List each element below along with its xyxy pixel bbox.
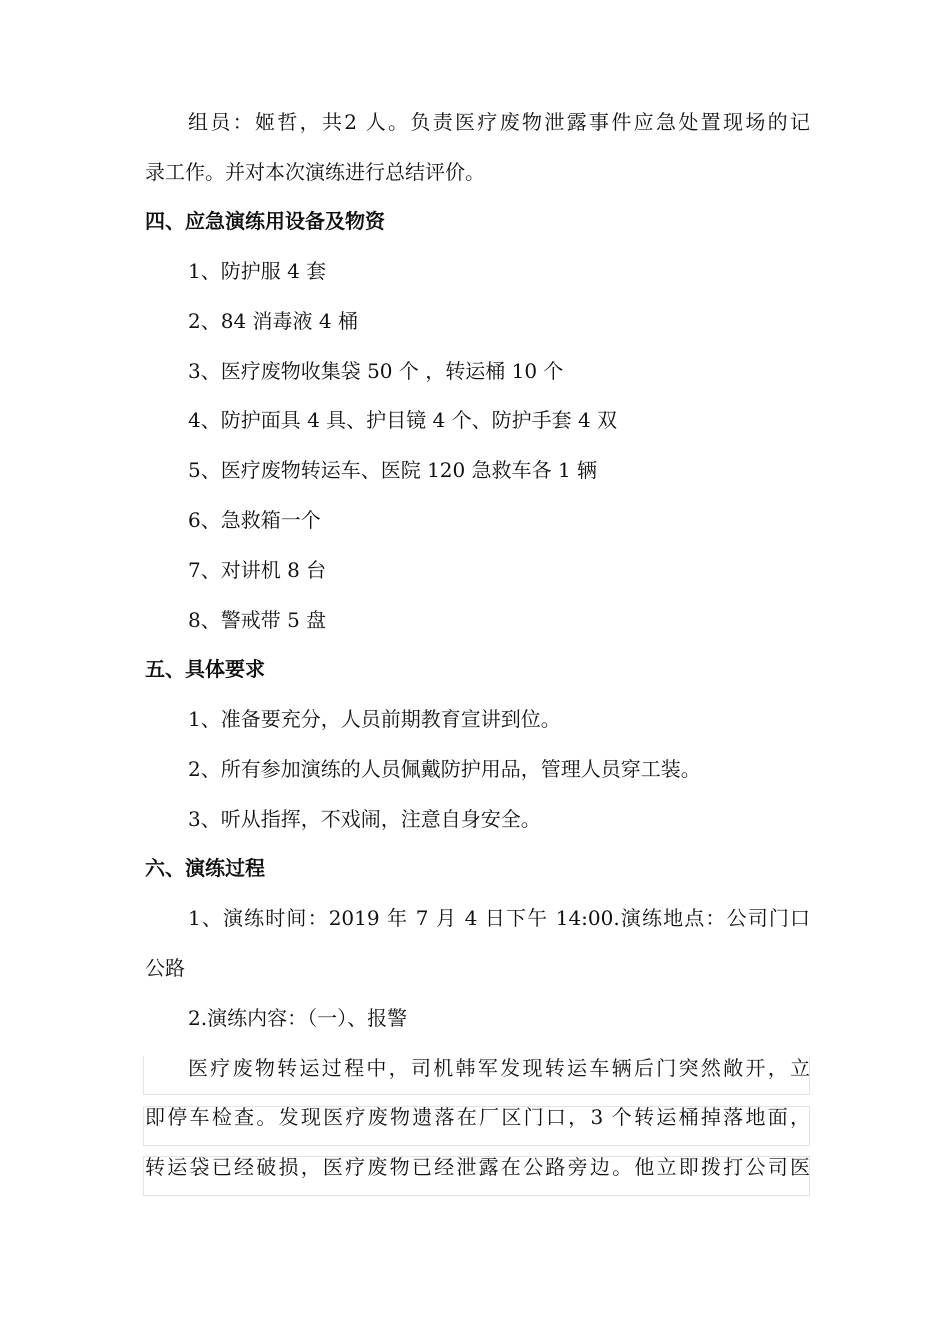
section-heading: 五、具体要求 <box>145 657 265 681</box>
paragraph-line: 公路 <box>145 956 185 980</box>
list-item: 5、医疗废物转运车、医院 120 急救车各 1 辆 <box>188 458 598 482</box>
list-item: 1、准备要充分，人员前期教育宣讲到位。 <box>188 707 561 731</box>
list-item: 8、警戒带 5 盘 <box>188 608 327 632</box>
paragraph-line: 转运袋已经破损，医疗废物已经泄露在公路旁边。他立即拨打公司医 <box>145 1155 810 1179</box>
paragraph-line: 1、演练时间：2019 年 7 月 4 日下午 14:00.演练地点：公司门口 <box>188 906 810 930</box>
list-item: 3、医疗废物收集袋 50 个 ，转运桶 10 个 <box>188 359 564 383</box>
paragraph-line: 组员：姬哲，共2 人。负责医疗废物泄露事件应急处置现场的记 <box>188 110 810 134</box>
list-item: 2、所有参加演练的人员佩戴防护用品，管理人员穿工装。 <box>188 757 701 781</box>
section-heading: 四、应急演练用设备及物资 <box>145 209 385 233</box>
list-item: 2、84 消毒液 4 桶 <box>188 309 358 333</box>
paragraph-line: 2.演练内容：（一）、报警 <box>188 1006 408 1030</box>
paragraph-line: 医疗废物转运过程中，司机韩军发现转运车辆后门突然敞开，立 <box>188 1056 810 1080</box>
list-item: 6、急救箱一个 <box>188 508 321 532</box>
paragraph-line: 即停车检查。发现医疗废物遗落在厂区门口，3 个转运桶掉落地面， <box>145 1105 810 1129</box>
list-item: 4、防护面具 4 具、护目镜 4 个、防护手套 4 双 <box>188 408 618 432</box>
list-item: 7、对讲机 8 台 <box>188 558 327 582</box>
list-item: 1、防护服 4 套 <box>188 259 327 283</box>
section-heading: 六、演练过程 <box>145 856 265 880</box>
list-item: 3、听从指挥，不戏闹，注意自身安全。 <box>188 807 541 831</box>
paragraph-line: 录工作。并对本次演练进行总结评价。 <box>145 160 485 184</box>
